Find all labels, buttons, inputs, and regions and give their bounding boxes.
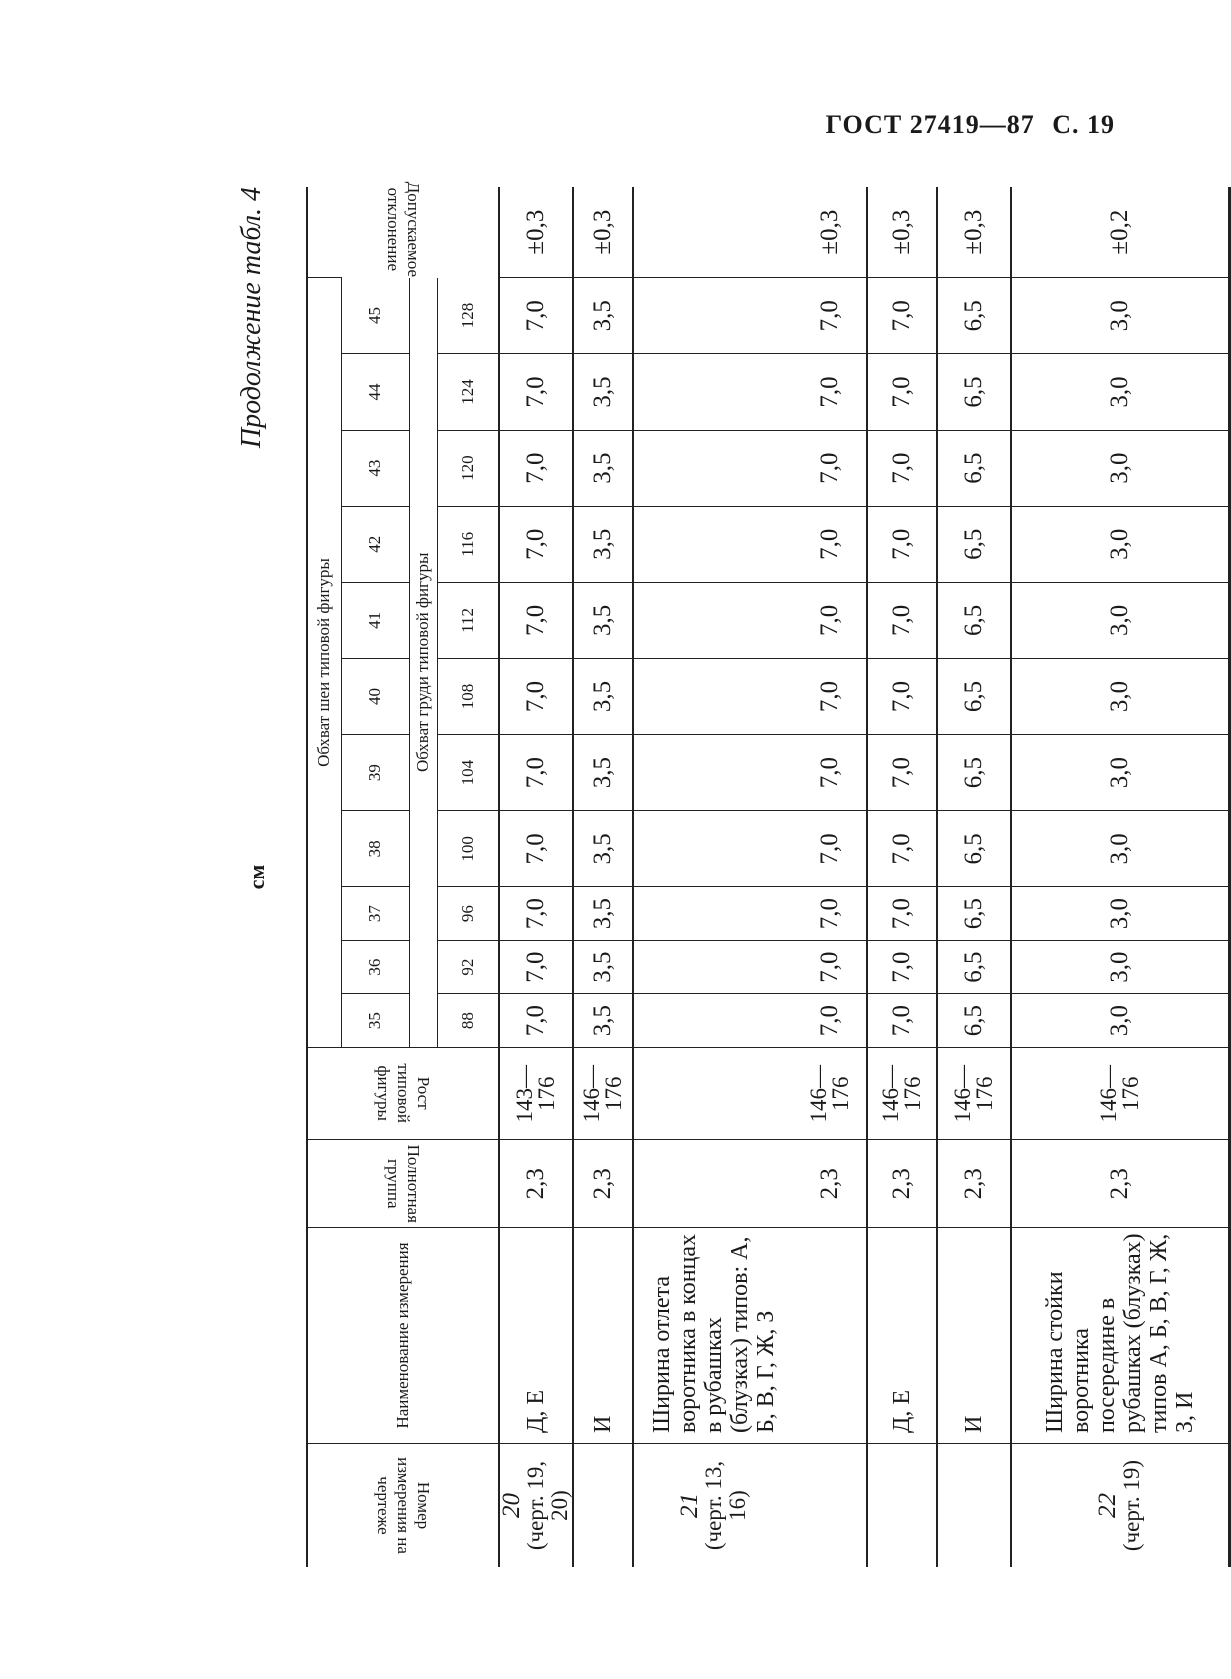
size-value-43: 7,0 (793, 430, 867, 506)
neck-size-41: 41 (341, 582, 409, 658)
size-value-39: 3,5 (573, 735, 633, 811)
size-value-42: 7,0 (499, 506, 573, 582)
chest-size-88: 88 (437, 994, 499, 1048)
fullness-group-value (633, 1140, 793, 1227)
measurement-name: И (937, 1227, 1011, 1443)
size-value-36: 7,0 (793, 940, 867, 994)
size-value-40 (633, 658, 793, 734)
measurement-number-cell (867, 1444, 937, 1567)
size-value-45: 7,0 (793, 278, 867, 354)
tolerance-value: ±0,3 (522, 209, 549, 255)
table-body (499, 187, 1229, 1567)
measurement-name: Ширина отлета воротника в концах в рубашках (блузках) типов: А, Б, В, Г, Ж, З (633, 1227, 793, 1443)
size-value-41: 3,5 (573, 582, 633, 658)
size-value-38: 3,5 (573, 811, 633, 887)
col-measurement-number: Номер измерения на чертеже (307, 1444, 499, 1567)
chest-size-104: 104 (437, 735, 499, 811)
size-value-35: 6,5 (937, 994, 1011, 1048)
fullness-group-value: 2,3 (867, 1140, 937, 1227)
measurement-number-cell (1011, 1444, 1229, 1567)
size-value-37: 6,5 (937, 887, 1011, 941)
table-row (573, 187, 633, 1567)
standard-number: ГОСТ 27419—87 (825, 110, 1035, 139)
size-value-43: 7,0 (499, 430, 573, 506)
measurement-name (793, 1227, 867, 1443)
size-value-43: 3,0 (1011, 430, 1229, 506)
measurement-number: 22 (1093, 1493, 1121, 1519)
figure-height-value: 146—176 (573, 1047, 633, 1140)
chest-size-96: 96 (437, 887, 499, 941)
size-value-41: 7,0 (793, 582, 867, 658)
neck-size-42: 42 (341, 506, 409, 582)
measurement-name: Ширина стойки воротника посередине в рубашках (блузках) типов А, Б, В, Г, Ж, З, И (1011, 1227, 1229, 1443)
size-value-42 (633, 506, 793, 582)
size-value-44: 7,0 (867, 354, 937, 430)
table-row (633, 187, 793, 1567)
table-row (793, 187, 867, 1567)
figure-height-value: 146—176 (937, 1047, 1011, 1140)
drawing-reference: (черт. 19) (1118, 1459, 1144, 1552)
rotated-table-area (236, 181, 1198, 1567)
size-value-35: 3,5 (573, 994, 633, 1048)
measurement-table (306, 181, 1231, 1567)
chest-size-100: 100 (437, 811, 499, 887)
measurement-number-cell (573, 1444, 633, 1567)
col-neck-girth: Обхват шеи типовой фигуры (307, 278, 341, 1048)
size-value-43: 6,5 (937, 430, 1011, 506)
neck-size-38: 38 (341, 811, 409, 887)
size-value-39: 7,0 (867, 735, 937, 811)
fullness-group-value: 2,3 (1011, 1140, 1229, 1227)
figure-height-value: 146—176 (867, 1047, 937, 1140)
col-chest-girth: Обхват груди типовой фигуры (409, 278, 437, 1048)
size-value-40: 7,0 (499, 658, 573, 734)
size-value-37: 7,0 (867, 887, 937, 941)
size-value-37: 3,5 (573, 887, 633, 941)
neck-size-36: 36 (341, 940, 409, 994)
neck-size-43: 43 (341, 430, 409, 506)
fullness-group-value: 2,3 (793, 1140, 867, 1227)
size-value-37 (633, 887, 793, 941)
chest-size-92: 92 (437, 940, 499, 994)
size-value-38 (633, 811, 793, 887)
unit-label: см (244, 864, 269, 890)
measurement-number-cell (499, 1444, 573, 1567)
size-value-42: 7,0 (867, 506, 937, 582)
size-value-36: 3,5 (573, 940, 633, 994)
size-value-42: 6,5 (937, 506, 1011, 582)
chest-size-128: 128 (437, 278, 499, 354)
size-value-44: 3,0 (1011, 354, 1229, 430)
size-value-44: 6,5 (937, 354, 1011, 430)
tolerance-value: ±0,3 (960, 209, 987, 255)
page-number: С. 19 (1052, 110, 1115, 139)
chest-size-116: 116 (437, 506, 499, 582)
neck-size-37: 37 (341, 887, 409, 941)
size-value-44: 3,5 (573, 354, 633, 430)
drawing-reference: (черт. 19, 20) (523, 1460, 572, 1551)
size-value-42: 3,5 (573, 506, 633, 582)
size-value-38: 7,0 (867, 811, 937, 887)
size-value-36: 6,5 (937, 940, 1011, 994)
size-value-45: 6,5 (937, 278, 1011, 354)
size-value-45: 3,0 (1011, 278, 1229, 354)
measurement-number-cell (793, 1444, 867, 1567)
size-value-39: 6,5 (937, 735, 1011, 811)
tolerance-value: ±0,3 (589, 209, 616, 255)
col-measurement-name: Наименование измерения (307, 1227, 499, 1443)
size-value-39: 7,0 (499, 735, 573, 811)
size-value-40: 7,0 (867, 658, 937, 734)
neck-size-44: 44 (341, 354, 409, 430)
col-fullness-group: Полнотная группа (307, 1140, 499, 1227)
fullness-group-value: 2,3 (499, 1140, 573, 1227)
continuation-label: Продолжение табл. 4 (236, 187, 267, 449)
fullness-group-value: 2,3 (573, 1140, 633, 1227)
page-header (816, 110, 1115, 140)
size-value-36 (633, 940, 793, 994)
chest-size-108: 108 (437, 658, 499, 734)
size-value-35: 7,0 (499, 994, 573, 1048)
neck-size-35: 35 (341, 994, 409, 1048)
size-value-44: 7,0 (793, 354, 867, 430)
measurement-name: Д, Е (867, 1227, 937, 1443)
size-value-41: 3,0 (1011, 582, 1229, 658)
figure-height-value: 146—176 (793, 1047, 867, 1140)
size-value-39: 3,0 (1011, 735, 1229, 811)
size-value-35: 3,0 (1011, 994, 1229, 1048)
size-value-44: 7,0 (499, 354, 573, 430)
figure-height-value: 146—176 (1011, 1047, 1229, 1140)
size-value-36: 3,0 (1011, 940, 1229, 994)
size-value-43: 7,0 (867, 430, 937, 506)
table-row (937, 187, 1011, 1567)
size-value-38: 7,0 (793, 811, 867, 887)
chest-size-124: 124 (437, 354, 499, 430)
table-header (307, 181, 499, 1567)
size-value-41: 7,0 (499, 582, 573, 658)
size-value-37: 3,0 (1011, 887, 1229, 941)
size-value-41: 7,0 (867, 582, 937, 658)
size-value-38: 6,5 (937, 811, 1011, 887)
size-value-45 (633, 278, 793, 354)
fullness-group-value: 2,3 (937, 1140, 1011, 1227)
tolerance-value (633, 187, 793, 278)
size-value-39 (633, 735, 793, 811)
neck-size-40: 40 (341, 658, 409, 734)
tolerance-value: ±0,3 (888, 209, 915, 255)
size-value-37: 7,0 (793, 887, 867, 941)
table-caption (236, 187, 296, 1567)
size-value-40: 6,5 (937, 658, 1011, 734)
drawing-reference: (черт. 13, 16) (700, 1460, 750, 1551)
size-value-38: 7,0 (499, 811, 573, 887)
measurement-number: 21 (675, 1493, 703, 1519)
size-value-42: 7,0 (793, 506, 867, 582)
size-value-43 (633, 430, 793, 506)
col-tolerance: Допускаемое отклонение (307, 187, 499, 278)
size-value-38: 3,0 (1011, 811, 1229, 887)
size-value-39: 7,0 (793, 735, 867, 811)
measurement-number: 20 (498, 1493, 525, 1519)
size-value-45: 7,0 (867, 278, 937, 354)
table-row (1011, 187, 1229, 1567)
tolerance-value: ±0,3 (815, 209, 843, 255)
size-value-45: 3,5 (573, 278, 633, 354)
size-value-40: 3,0 (1011, 658, 1229, 734)
measurement-number-cell (633, 1444, 793, 1567)
size-value-43: 3,5 (573, 430, 633, 506)
tolerance-value: ±0,2 (1105, 209, 1133, 255)
size-value-37: 7,0 (499, 887, 573, 941)
chest-size-120: 120 (437, 430, 499, 506)
neck-size-39: 39 (341, 735, 409, 811)
size-value-35: 7,0 (793, 994, 867, 1048)
size-value-36: 7,0 (867, 940, 937, 994)
size-value-42: 3,0 (1011, 506, 1229, 582)
table-row (499, 187, 573, 1567)
measurement-name: И (573, 1227, 633, 1443)
size-value-45: 7,0 (499, 278, 573, 354)
size-value-41: 6,5 (937, 582, 1011, 658)
size-value-35: 7,0 (867, 994, 937, 1048)
table-row (867, 187, 937, 1567)
neck-size-45: 45 (341, 278, 409, 354)
size-value-40: 7,0 (793, 658, 867, 734)
size-value-40: 3,5 (573, 658, 633, 734)
measurement-number-cell (937, 1444, 1011, 1567)
figure-height-value (633, 1047, 793, 1140)
chest-size-112: 112 (437, 582, 499, 658)
size-value-36: 7,0 (499, 940, 573, 994)
size-value-41 (633, 582, 793, 658)
col-figure-height: Рост типовой фигуры (307, 1047, 499, 1140)
figure-height-value: 143—176 (499, 1047, 573, 1140)
measurement-name: Д, Е (499, 1227, 573, 1443)
size-value-35 (633, 994, 793, 1048)
size-value-44 (633, 354, 793, 430)
